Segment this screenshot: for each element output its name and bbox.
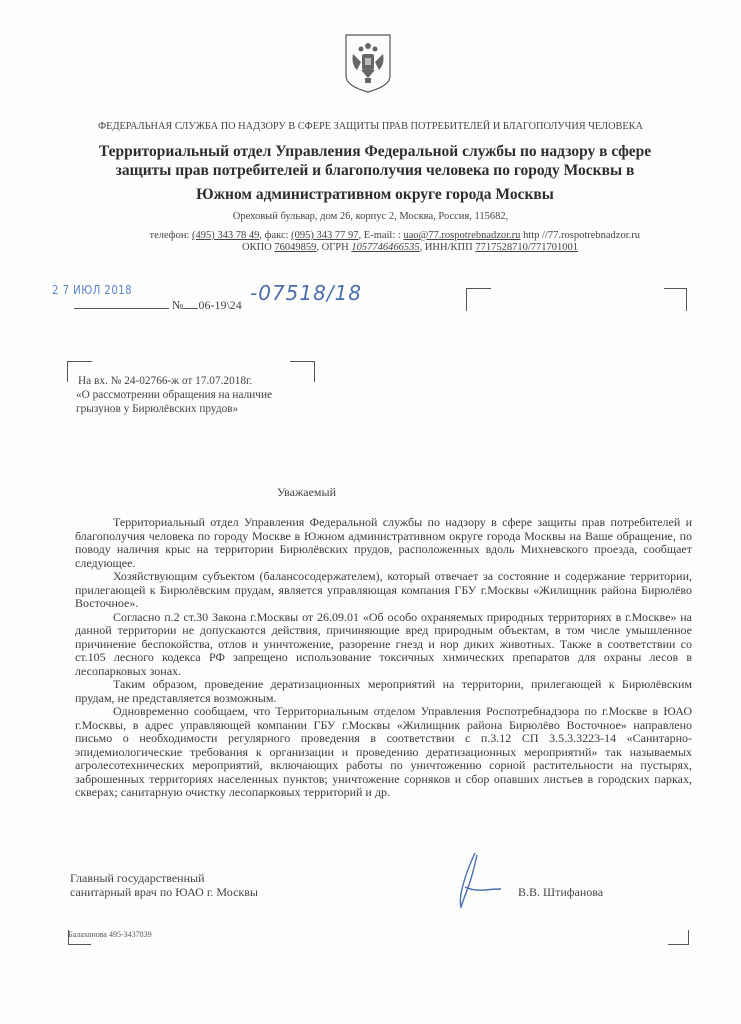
email-label: , E-mail: : <box>358 230 401 241</box>
executor-contact: Балахонова 495-3437839 <box>68 930 152 939</box>
contacts-block <box>100 230 640 254</box>
email-link[interactable]: uao@77.rospotrebnadzor.ru <box>403 230 521 241</box>
inn-label: , ИНН/КПП <box>419 242 473 253</box>
department-line-2: защиты прав потребителей и благополучия человека по городу Москвы в <box>115 162 635 179</box>
corner-mark <box>664 288 687 311</box>
phone-label: телефон: <box>149 230 190 241</box>
ogrn-label: , ОГРН <box>316 242 349 253</box>
body-paragraph: Таким образом, проведение дератизационных мероприятий на территории, прилегающей к Бирюлёвским прудам, не представляется возможным. <box>75 677 692 705</box>
okpo-label: ОКПО <box>242 242 272 253</box>
corner-mark <box>68 930 91 945</box>
registration-line <box>74 298 242 313</box>
okpo-value: 76049859 <box>274 242 317 253</box>
reference-subject-line-2: грызунов у Бирюлёвских прудов» <box>76 403 239 415</box>
body-paragraph: Территориальный отдел Управления Федеральной службы по надзору в сфере защиты прав потребителей и благополучия человека по городу Москве в Южном административном округе города Москвы на Ваше обращение, по поводу наличия крыс на территории Бирюлёвских прудов, расположенных вдоль Михневского проезда, сообщает следующее. <box>75 515 692 570</box>
corner-mark <box>466 288 491 311</box>
corner-mark <box>290 361 315 382</box>
signatory-name: В.В. Штифанова <box>518 885 604 899</box>
position-line-2: санитарный врач по ЮАО г. Москвы <box>70 885 258 899</box>
fax-label: , факс: <box>259 230 289 241</box>
department-line-1: Территориальный отдел Управления Федеральной службы по надзору в сфере <box>98 143 652 160</box>
website-link[interactable]: http //77.rospotrebnadzor.ru <box>523 230 640 241</box>
agency-name: ФЕДЕРАЛЬНАЯ СЛУЖБА ПО НАДЗОРУ В СФЕРЕ ЗАЩИТЫ ПРАВ ПОТРЕБИТЕЛЕЙ И БЛАГОПОЛУЧИЯ ЧЕЛОВЕКА <box>98 121 643 132</box>
department-name <box>60 142 690 180</box>
ogrn-value: 1057746466535 <box>351 242 420 253</box>
number-blank <box>183 308 198 309</box>
reference-block <box>76 374 272 416</box>
date-stamp: 2 7 ИЮЛ 2018 <box>52 283 133 297</box>
body-paragraph: Согласно п.2 ст.30 Закона г.Москвы от 26.09.01 «Об особо охраняемых природных территориях в г.Москве» на данной территории не допускаются действия, причиняющие вред природным объектам, в том числе умышленное причинение беспокойства, отлов и уничтожение, разорение гнезд и нор диких животных. Также в соответствии со ст.105 лесного кодекса РФ запрещено использование токсичных химических препаратов для охраны лесов в лесопарковых зонах. <box>75 609 692 678</box>
letter-body <box>75 516 692 800</box>
number-label: № <box>172 298 184 312</box>
salutation: Уважаемый <box>277 485 336 499</box>
address: Ореховый бульвар, дом 26, корпус 2, Москва, Россия, 115682, <box>232 211 509 222</box>
body-paragraph: Одновременно сообщаем, что Территориальным отделом Управления Роспотребнадзора по г.Москве в ЮАО г.Москвы, в адрес управляющей компании ГБУ г.Москвы «Жилищник района Бирюлёво Восточное» направлено письмо о необходимости регулярного проведения в соответствии с п.3.12 СП 3.5.3.3223-14 «Санитарно-эпидемиологические требования к организации и проведению дератизационных мероприятий» так называемых агролесотехнических мероприятий, включающих работы по уничтожению сорной растительности на пустырях, заброшенных территориях населенных пунктов; уничтожение сорняков и сбор опавших листьев в городских парках, скверах; санитарную очистку лесопарковых территорий и др. <box>75 704 692 799</box>
handwritten-signature-icon <box>445 845 515 915</box>
department-line-3: Южном административном округе города Москвы <box>196 186 554 203</box>
number-prefix: 06-19\24 <box>198 298 242 312</box>
reference-incoming: На вх. № 24-02766-ж от 17.07.2018г. <box>78 375 253 387</box>
fax-number[interactable]: (095) 343 77 97 <box>291 230 359 241</box>
corner-mark <box>668 930 689 945</box>
coat-of-arms-icon <box>343 32 393 94</box>
requisites-row <box>100 242 640 254</box>
signatory-position <box>70 871 258 899</box>
contacts-row <box>100 230 640 242</box>
handwritten-number: -07518/18 <box>250 281 363 305</box>
reference-subject-line-1: «О рассмотрении обращения на наличие <box>76 389 273 401</box>
position-line-1: Главный государственный <box>70 871 205 885</box>
body-paragraph: Хозяйствующим субъектом (балансосодержателем), который отвечает за состояние и содержание территории, прилегающей к Бирюлёвским прудам, является управляющая компания ГБУ г.Москвы «Жилищник района Бирюлёво Восточное». <box>75 569 692 610</box>
date-blank <box>74 308 169 309</box>
inn-kpp-value: 7717528710/771701001 <box>475 242 578 253</box>
phone-number[interactable]: (495) 343 78 49 <box>192 230 260 241</box>
